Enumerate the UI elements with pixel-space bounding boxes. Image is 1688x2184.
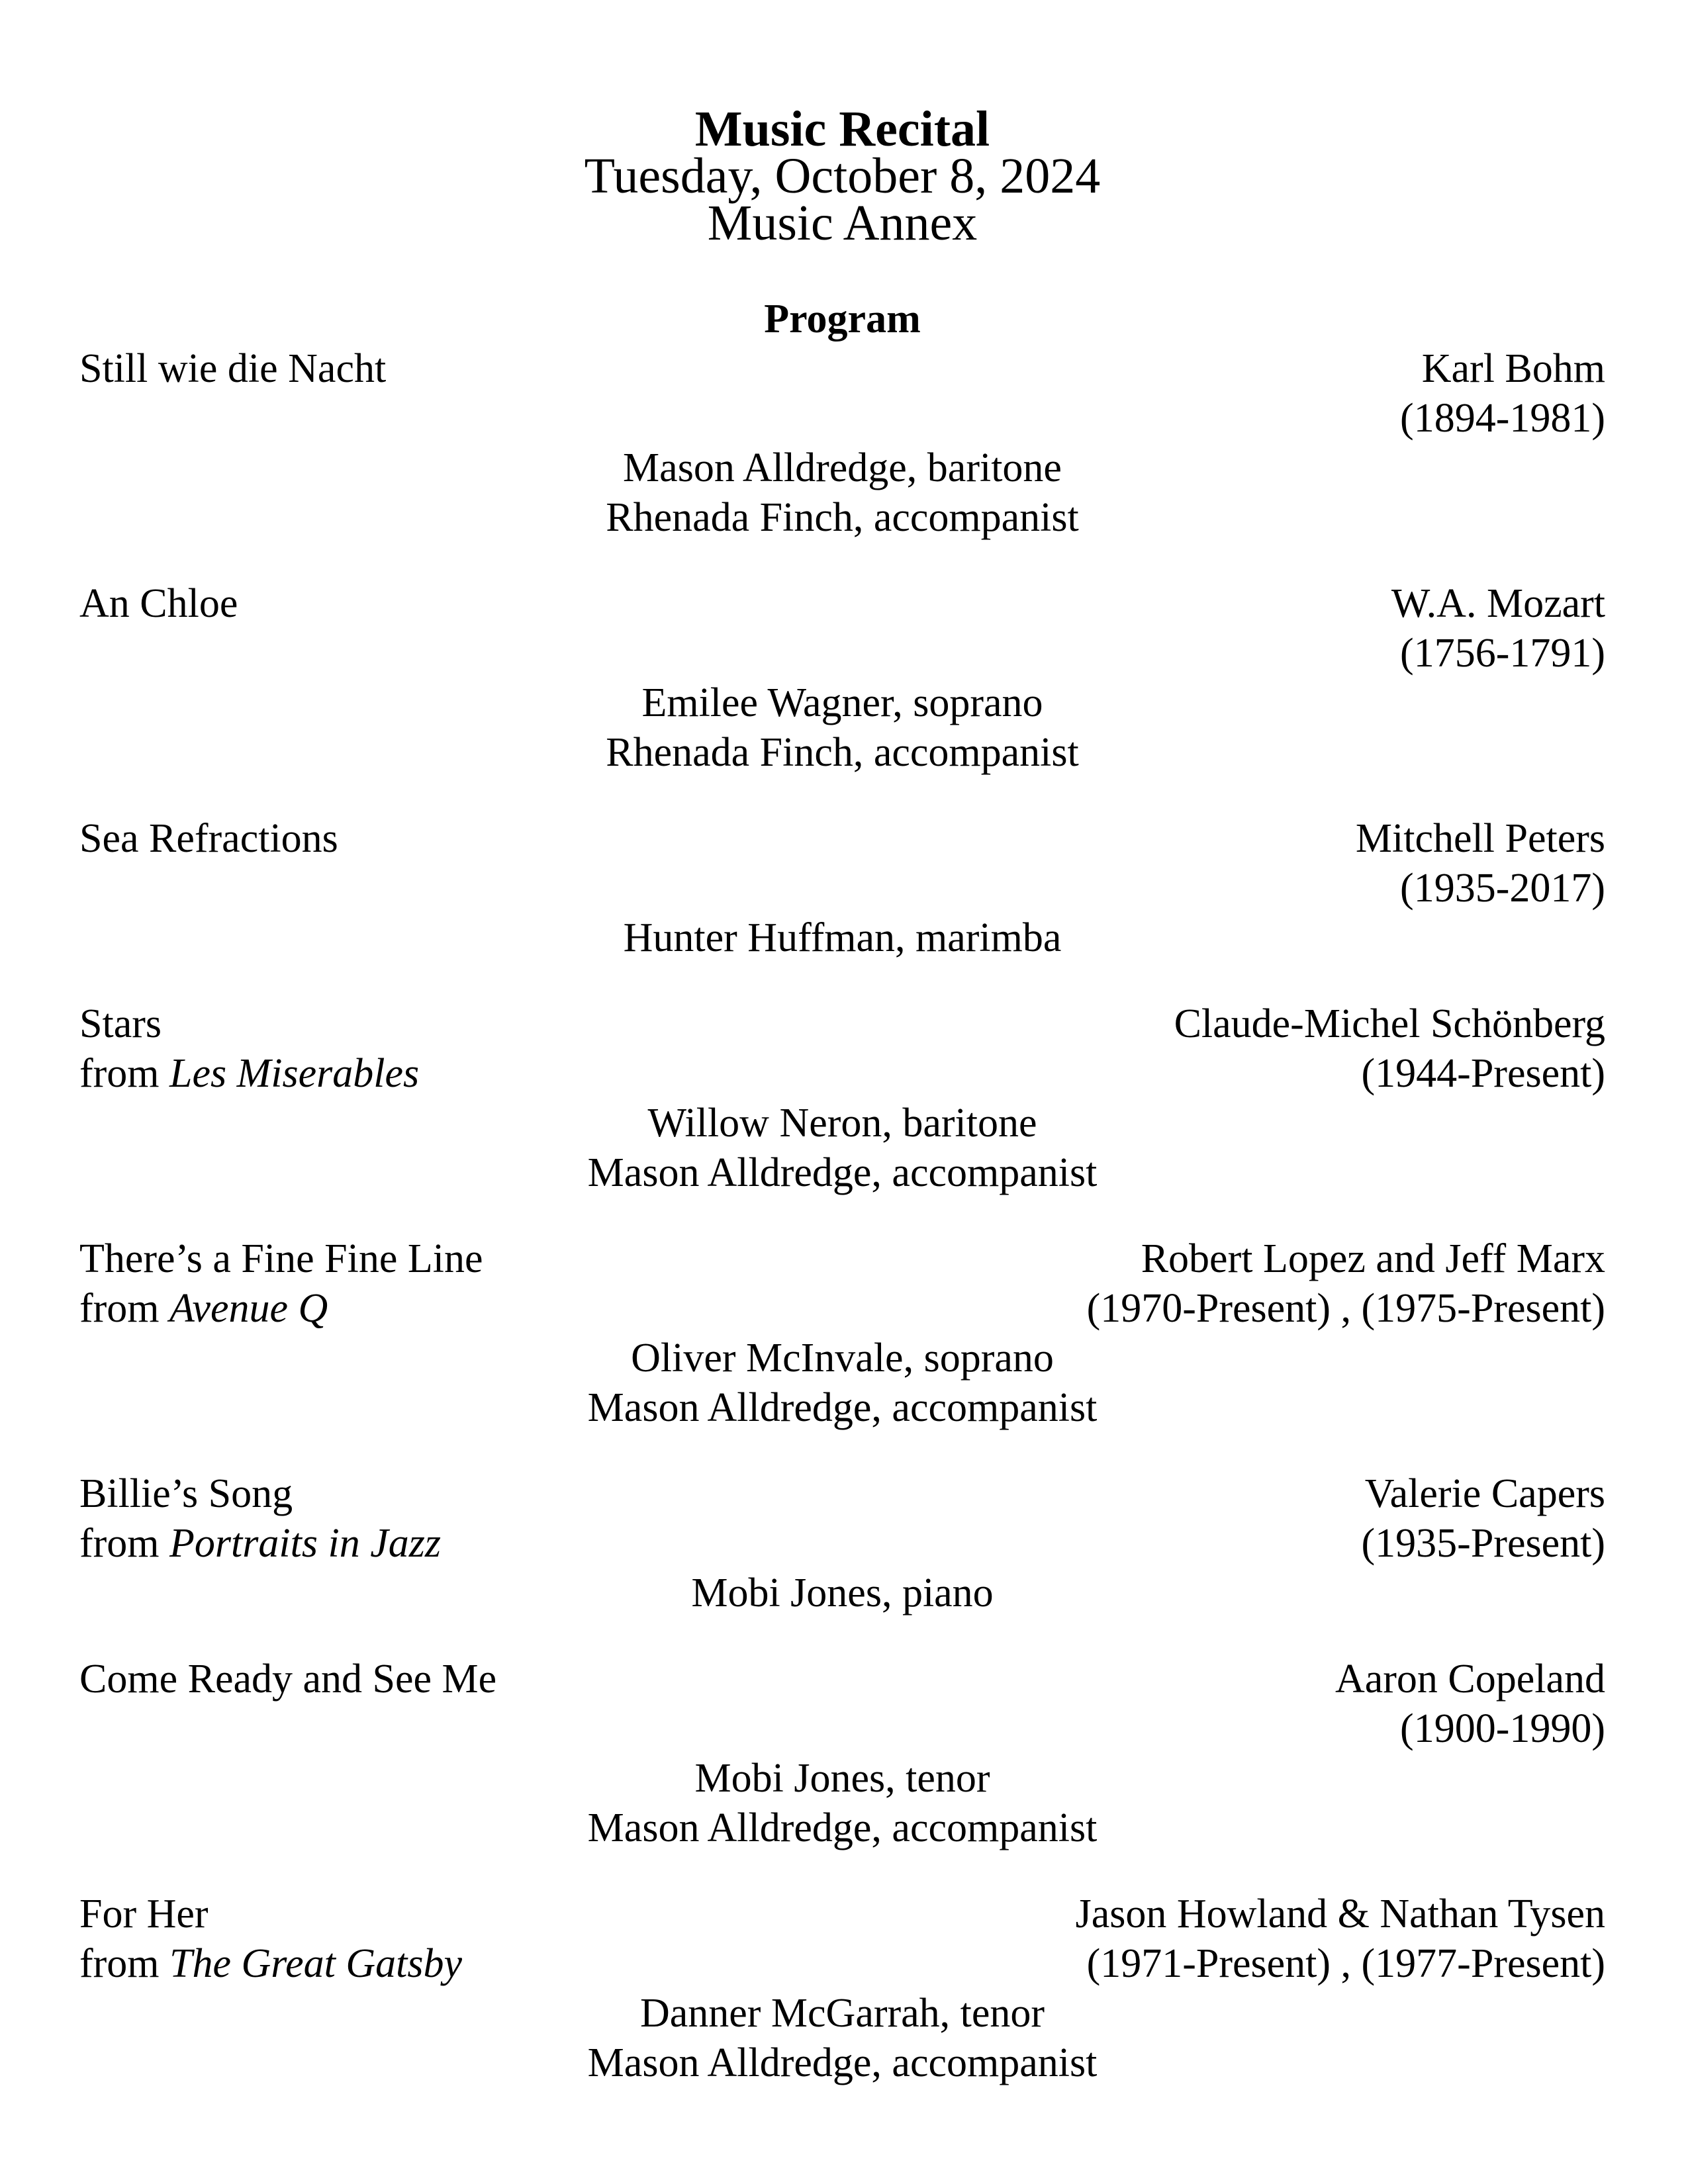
entry-top-row	[79, 1469, 1605, 1569]
piece-source-line	[79, 1284, 483, 1334]
performer-line: Mason Alldredge, accompanist	[587, 1805, 1098, 1850]
composer-info	[1335, 1655, 1605, 1754]
piece-title: Billie’s Song	[79, 1471, 293, 1516]
composer-name: Jason Howland & Nathan Tysen	[1075, 1891, 1605, 1936]
performer-line: Rhenada Finch, accompanist	[606, 495, 1079, 540]
program-entry	[79, 999, 1605, 1198]
composer-info	[1087, 1234, 1605, 1334]
piece-source-line	[79, 1939, 462, 1989]
piece-info	[79, 344, 386, 394]
performer-line: Oliver McInvale, soprano	[631, 1336, 1054, 1381]
composer-name: Mitchell Peters	[1355, 816, 1605, 861]
piece-info	[79, 1655, 496, 1704]
performer-line: Danner McGarrah, tenor	[639, 1991, 1045, 2036]
performer-line: Rhenada Finch, accompanist	[606, 730, 1079, 775]
source-title: Avenue Q	[169, 1286, 328, 1331]
composer-name: Robert Lopez and Jeff Marx	[1141, 1236, 1605, 1281]
piece-title: For Her	[79, 1891, 209, 1936]
composer-name: W.A. Mozart	[1391, 581, 1605, 626]
performer-line: Mason Alldredge, accompanist	[587, 2040, 1098, 2085]
composer-name: Valerie Capers	[1364, 1471, 1605, 1516]
source-prefix: from	[79, 1521, 160, 1566]
source-prefix: from	[79, 1941, 160, 1986]
composer-dates: (1894-1981)	[1400, 396, 1605, 441]
entry-top-row	[79, 999, 1605, 1099]
composer-info	[1391, 579, 1605, 678]
program-entry	[79, 1655, 1605, 1853]
performer-line: Mason Alldredge, baritone	[623, 445, 1062, 490]
entry-top-row	[79, 1655, 1605, 1754]
performer-line: Willow Neron, baritone	[647, 1101, 1037, 1146]
performer-line: Mason Alldredge, accompanist	[587, 1150, 1098, 1195]
piece-info	[79, 1469, 441, 1569]
program-entry	[79, 344, 1605, 543]
composer-info	[1076, 1889, 1605, 1989]
composer-info	[1174, 999, 1605, 1099]
composer-info	[1362, 1469, 1605, 1569]
piece-info	[79, 1889, 462, 1989]
piece-info	[79, 814, 338, 864]
entry-top-row	[79, 344, 1605, 443]
composer-name: Karl Bohm	[1421, 346, 1605, 391]
performers	[79, 1099, 1605, 1198]
piece-title: Sea Refractions	[79, 816, 338, 861]
composer-dates: (1900-1990)	[1400, 1706, 1605, 1751]
composer-name: Aaron Copeland	[1335, 1657, 1605, 1702]
composer-name: Claude-Michel Schönberg	[1174, 1001, 1605, 1046]
piece-source-line	[79, 1519, 441, 1569]
entry-top-row	[79, 1889, 1605, 1989]
performers	[79, 678, 1605, 778]
performers	[79, 1569, 1605, 1618]
performers	[79, 913, 1605, 963]
program-list	[79, 344, 1605, 2088]
source-title: Portraits in Jazz	[169, 1521, 441, 1566]
venue-name: Music Annex	[707, 195, 978, 251]
piece-title: Still wie die Nacht	[79, 346, 387, 391]
composer-dates: (1756-1791)	[1400, 631, 1605, 676]
entry-top-row	[79, 814, 1605, 913]
performer-line: Emilee Wagner, soprano	[641, 680, 1043, 725]
piece-info	[79, 1234, 483, 1334]
performer-line: Mobi Jones, tenor	[694, 1756, 990, 1801]
composer-info	[1400, 344, 1605, 443]
program-entry	[79, 1234, 1605, 1433]
source-prefix: from	[79, 1051, 160, 1096]
piece-info	[79, 999, 419, 1099]
composer-dates: (1970-Present) , (1975-Present)	[1086, 1286, 1605, 1331]
composer-dates: (1944-Present)	[1361, 1051, 1605, 1096]
program-heading: Program	[764, 296, 921, 341]
performer-line: Mason Alldredge, accompanist	[587, 1385, 1098, 1430]
entry-top-row	[79, 1234, 1605, 1334]
source-title: Les Miserables	[169, 1051, 420, 1096]
composer-dates: (1935-Present)	[1361, 1521, 1605, 1566]
program-entry	[79, 579, 1605, 778]
piece-title: Come Ready and See Me	[79, 1657, 497, 1702]
performers	[79, 1989, 1605, 2088]
performers	[79, 1334, 1605, 1433]
composer-info	[1356, 814, 1605, 913]
program-entry	[79, 1469, 1605, 1618]
piece-title: Stars	[79, 1001, 162, 1046]
piece-title: There’s a Fine Fine Line	[79, 1236, 483, 1281]
composer-dates: (1935-2017)	[1400, 866, 1605, 911]
piece-info	[79, 579, 238, 629]
piece-title: An Chloe	[79, 581, 238, 626]
performer-line: Hunter Huffman, marimba	[623, 915, 1062, 960]
composer-dates: (1971-Present) , (1977-Present)	[1086, 1941, 1605, 1986]
piece-source-line	[79, 1049, 419, 1099]
program-entry	[79, 1889, 1605, 2088]
program-entry	[79, 814, 1605, 963]
performers	[79, 443, 1605, 543]
source-title: The Great Gatsby	[169, 1941, 463, 1986]
performer-line: Mobi Jones, piano	[691, 1570, 994, 1615]
performers	[79, 1754, 1605, 1853]
program-header	[79, 101, 1605, 251]
event-date: Tuesday, October 8, 2024	[584, 148, 1101, 204]
page-title: Music Recital	[694, 101, 990, 157]
entry-top-row	[79, 579, 1605, 678]
source-prefix: from	[79, 1286, 160, 1331]
